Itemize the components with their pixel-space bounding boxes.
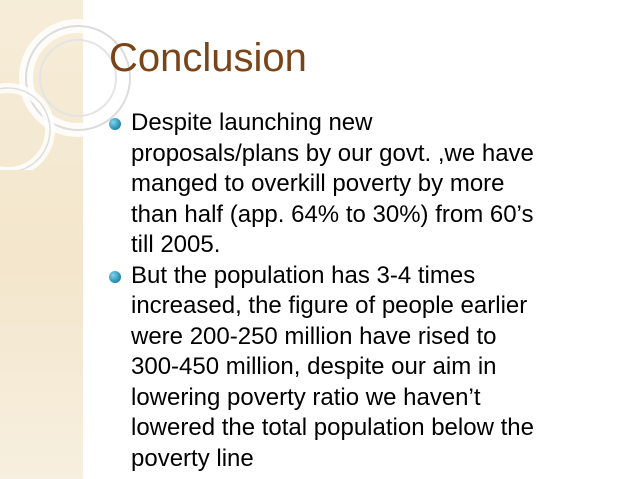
bullet-line: poverty line [131, 444, 254, 472]
slide-title: Conclusion [109, 36, 307, 80]
bullet-item [108, 108, 623, 261]
bullet-line: lowered the total population below the [131, 414, 534, 441]
bullet-line: than half (app. 64% to 30%) from 60’s [131, 200, 534, 228]
bullet-line: 300-450 million, despite our aim in [131, 353, 497, 380]
bullet-line: lowering poverty ratio we haven’t [131, 383, 481, 411]
bullet-line: manged to overkill poverty by more [131, 170, 505, 197]
bullet-marker-icon [108, 270, 122, 284]
bullet-line: were 200-250 million have rised to [131, 322, 497, 350]
bullet-list [108, 108, 623, 474]
bullet-marker-icon [108, 117, 122, 131]
bullet-line: But the population has 3-4 times [131, 261, 476, 289]
bullet-line: increased, the figure of people earlier [131, 292, 528, 319]
bullet-line: Despite launching new [131, 109, 373, 136]
bullet-line: proposals/plans by our govt. ,we have [131, 139, 534, 167]
side-decor-strip [0, 0, 83, 479]
bullet-item [108, 261, 623, 475]
bullet-line: till 2005. [131, 231, 221, 258]
